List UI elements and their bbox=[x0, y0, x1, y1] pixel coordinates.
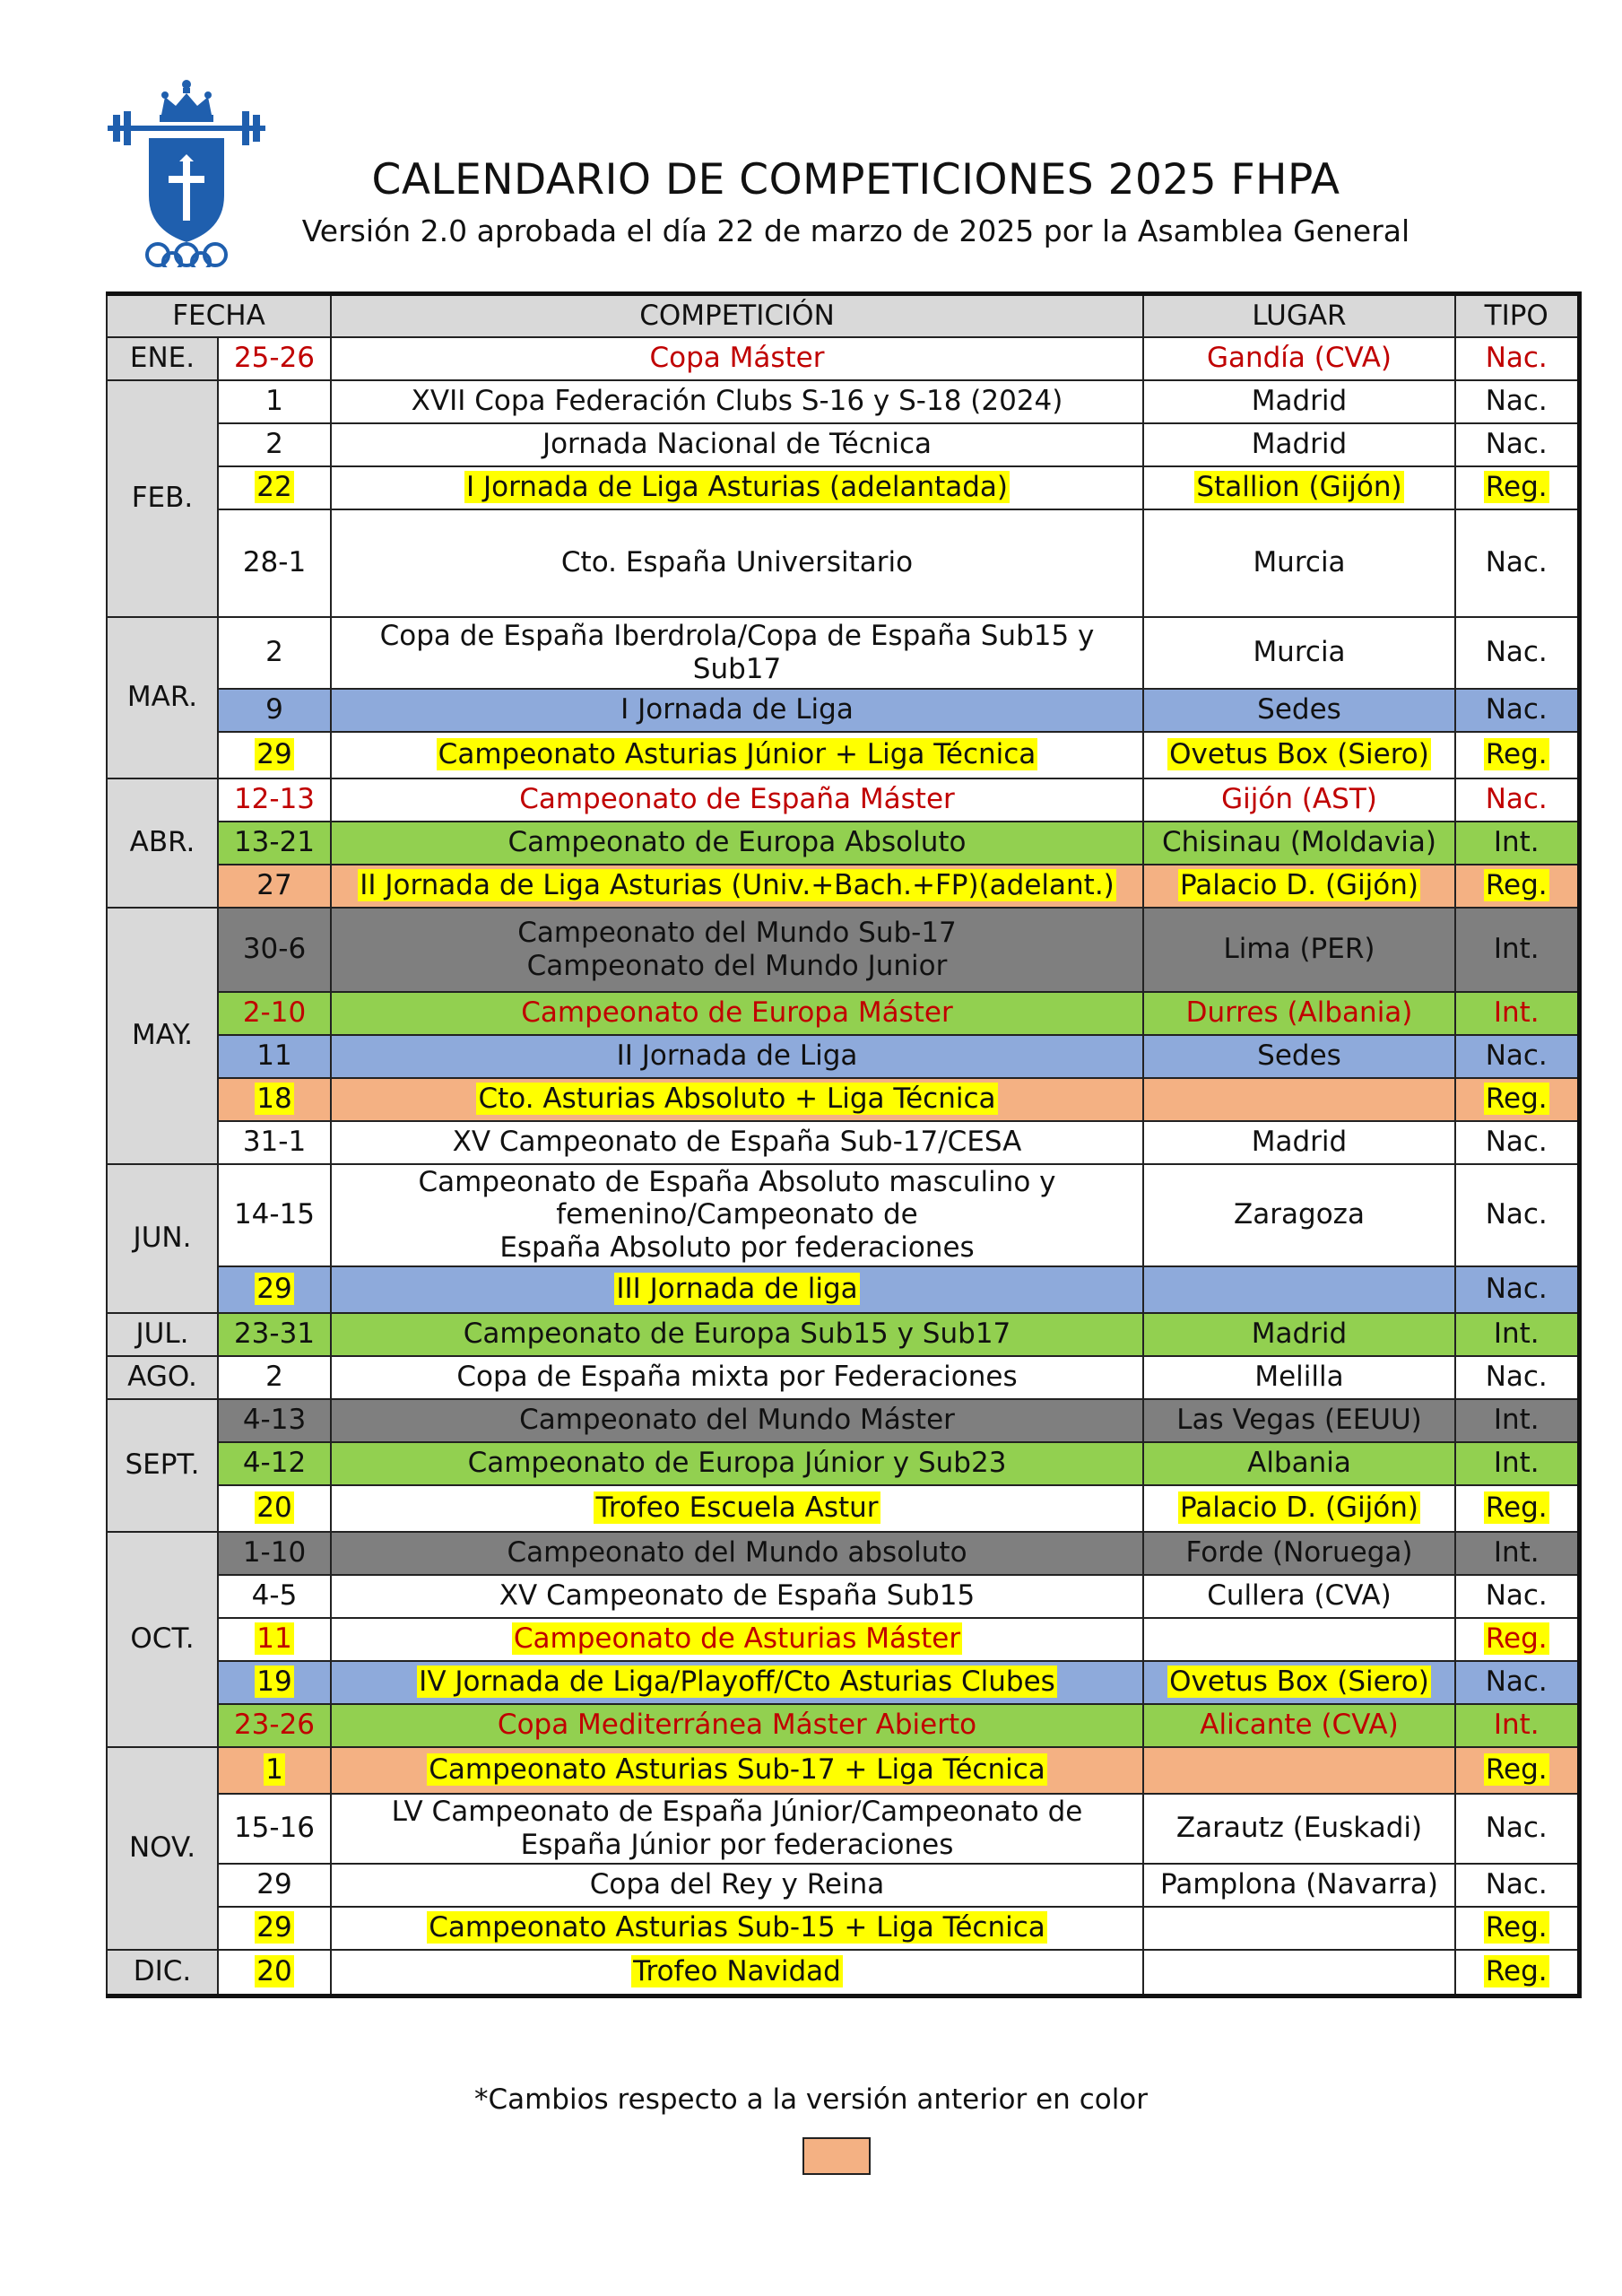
date-cell: 1 bbox=[218, 380, 331, 423]
type-cell: Int. bbox=[1455, 1399, 1579, 1442]
place-cell: Gijón (AST) bbox=[1143, 778, 1455, 822]
type-cell: Nac. bbox=[1455, 380, 1579, 423]
competition-cell: Copa Mediterránea Máster Abierto bbox=[331, 1704, 1143, 1747]
place-cell: Pamplona (Navarra) bbox=[1143, 1864, 1455, 1907]
place-cell: Lima (PER) bbox=[1143, 908, 1455, 992]
table-row bbox=[107, 778, 1579, 822]
competition-cell: Copa de España Iberdrola/Copa de España Sub15 y Sub17 bbox=[331, 617, 1143, 689]
competition-cell: Jornada Nacional de Técnica bbox=[331, 423, 1143, 466]
table-row bbox=[107, 1661, 1579, 1704]
page-title: CALENDARIO DE COMPETICIONES 2025 FHPA bbox=[371, 155, 1340, 204]
date-cell: 29 bbox=[218, 732, 331, 778]
place-cell: Murcia bbox=[1143, 617, 1455, 689]
table-row bbox=[107, 1864, 1579, 1907]
type-cell: Nac. bbox=[1455, 1164, 1579, 1266]
month-label: NOV. bbox=[107, 1747, 218, 1950]
month-label: ABR. bbox=[107, 778, 218, 908]
footnote: *Cambios respecto a la versión anterior en color bbox=[473, 2083, 1149, 2116]
type-cell: Nac. bbox=[1455, 617, 1579, 689]
place-cell: Ovetus Box (Siero) bbox=[1143, 732, 1455, 778]
month-label: ENE. bbox=[107, 337, 218, 380]
table-row bbox=[107, 1442, 1579, 1485]
date-cell: 4-5 bbox=[218, 1575, 331, 1618]
date-cell: 11 bbox=[218, 1035, 331, 1078]
type-cell: Nac. bbox=[1455, 1794, 1579, 1864]
place-cell: Madrid bbox=[1143, 380, 1455, 423]
date-cell: 2-10 bbox=[218, 992, 331, 1035]
type-cell: Int. bbox=[1455, 1704, 1579, 1747]
competition-cell: Copa Máster bbox=[331, 337, 1143, 380]
competition-cell: LV Campeonato de España Júnior/Campeonato de España Júnior por federaciones bbox=[331, 1794, 1143, 1864]
date-cell: 27 bbox=[218, 865, 331, 908]
competition-cell: Copa del Rey y Reina bbox=[331, 1864, 1143, 1907]
date-cell: 20 bbox=[218, 1485, 331, 1532]
type-cell: Reg. bbox=[1455, 732, 1579, 778]
table-row bbox=[107, 1313, 1579, 1356]
type-cell: Reg. bbox=[1455, 1078, 1579, 1121]
competition-cell: II Jornada de Liga bbox=[331, 1035, 1143, 1078]
place-cell bbox=[1143, 1907, 1455, 1950]
date-cell: 15-16 bbox=[218, 1794, 331, 1864]
table-row bbox=[107, 822, 1579, 865]
date-cell: 2 bbox=[218, 617, 331, 689]
place-cell: Ovetus Box (Siero) bbox=[1143, 1661, 1455, 1704]
month-label: JUL. bbox=[107, 1313, 218, 1356]
place-cell bbox=[1143, 1950, 1455, 1996]
table-row bbox=[107, 1399, 1579, 1442]
date-cell: 1 bbox=[218, 1747, 331, 1794]
competition-cell: XV Campeonato de España Sub15 bbox=[331, 1575, 1143, 1618]
date-cell: 23-26 bbox=[218, 1704, 331, 1747]
header-fecha: FECHA bbox=[107, 294, 331, 337]
date-cell: 31-1 bbox=[218, 1121, 331, 1164]
competition-cell: Trofeo Escuela Astur bbox=[331, 1485, 1143, 1532]
month-label: AGO. bbox=[107, 1356, 218, 1399]
competition-cell: I Jornada de Liga Asturias (adelantada) bbox=[331, 466, 1143, 509]
month-label: FEB. bbox=[107, 380, 218, 617]
type-cell: Nac. bbox=[1455, 1661, 1579, 1704]
table-row bbox=[107, 992, 1579, 1035]
competition-cell: IV Jornada de Liga/Playoff/Cto Asturias Clubes bbox=[331, 1661, 1143, 1704]
month-label: OCT. bbox=[107, 1532, 218, 1747]
date-cell: 20 bbox=[218, 1950, 331, 1996]
type-cell: Reg. bbox=[1455, 1747, 1579, 1794]
type-cell: Nac. bbox=[1455, 1864, 1579, 1907]
date-cell: 1-10 bbox=[218, 1532, 331, 1575]
table-row bbox=[107, 908, 1579, 992]
competition-cell: Campeonato de España Máster bbox=[331, 778, 1143, 822]
place-cell: Stallion (Gijón) bbox=[1143, 466, 1455, 509]
type-cell: Nac. bbox=[1455, 1356, 1579, 1399]
date-cell: 18 bbox=[218, 1078, 331, 1121]
table-row bbox=[107, 732, 1579, 778]
header-tipo: TIPO bbox=[1455, 294, 1579, 337]
place-cell: Forde (Noruega) bbox=[1143, 1532, 1455, 1575]
competition-cell: Cto. Asturias Absoluto + Liga Técnica bbox=[331, 1078, 1143, 1121]
place-cell bbox=[1143, 1618, 1455, 1661]
competition-cell: Campeonato de Europa Sub15 y Sub17 bbox=[331, 1313, 1143, 1356]
competition-cell: II Jornada de Liga Asturias (Univ.+Bach.+FP)(adelant.) bbox=[331, 865, 1143, 908]
place-cell: Palacio D. (Gijón) bbox=[1143, 865, 1455, 908]
competition-cell: Campeonato Asturias Sub-15 + Liga Técnica bbox=[331, 1907, 1143, 1950]
type-cell: Reg. bbox=[1455, 1950, 1579, 1996]
date-cell: 11 bbox=[218, 1618, 331, 1661]
competition-cell: Campeonato del Mundo Sub-17 Campeonato del Mundo Junior bbox=[331, 908, 1143, 992]
place-cell: Durres (Albania) bbox=[1143, 992, 1455, 1035]
table-row bbox=[107, 1164, 1579, 1266]
month-label: JUN. bbox=[107, 1164, 218, 1313]
place-cell bbox=[1143, 1078, 1455, 1121]
place-cell: Sedes bbox=[1143, 689, 1455, 732]
date-cell: 29 bbox=[218, 1266, 331, 1313]
competition-cell: Campeonato de Asturias Máster bbox=[331, 1618, 1143, 1661]
date-cell: 4-12 bbox=[218, 1442, 331, 1485]
date-cell: 14-15 bbox=[218, 1164, 331, 1266]
date-cell: 29 bbox=[218, 1864, 331, 1907]
place-cell: Cullera (CVA) bbox=[1143, 1575, 1455, 1618]
type-cell: Nac. bbox=[1455, 1575, 1579, 1618]
table-row bbox=[107, 1618, 1579, 1661]
table-row bbox=[107, 617, 1579, 689]
type-cell: Int. bbox=[1455, 1532, 1579, 1575]
table-row bbox=[107, 689, 1579, 732]
competition-cell: Campeonato Asturias Sub-17 + Liga Técnica bbox=[331, 1747, 1143, 1794]
type-cell: Nac. bbox=[1455, 689, 1579, 732]
table-row bbox=[107, 1794, 1579, 1864]
type-cell: Nac. bbox=[1455, 337, 1579, 380]
table-row bbox=[107, 1747, 1579, 1794]
color-legend-swatch bbox=[802, 2137, 871, 2175]
place-cell: Zaragoza bbox=[1143, 1164, 1455, 1266]
date-cell: 28-1 bbox=[218, 509, 331, 617]
place-cell: Albania bbox=[1143, 1442, 1455, 1485]
competition-cell: III Jornada de liga bbox=[331, 1266, 1143, 1313]
place-cell: Zarautz (Euskadi) bbox=[1143, 1794, 1455, 1864]
table-row bbox=[107, 1950, 1579, 1996]
table-row bbox=[107, 1356, 1579, 1399]
month-label: MAR. bbox=[107, 617, 218, 778]
competition-cell: Campeonato de España Absoluto masculino y femenino/Campeonato de España Absoluto por federaciones bbox=[331, 1164, 1143, 1266]
header-competicion: COMPETICIÓN bbox=[331, 294, 1143, 337]
place-cell: Sedes bbox=[1143, 1035, 1455, 1078]
type-cell: Reg. bbox=[1455, 1485, 1579, 1532]
competition-cell: Campeonato Asturias Júnior + Liga Técnica bbox=[331, 732, 1143, 778]
place-cell: Chisinau (Moldavia) bbox=[1143, 822, 1455, 865]
table-row bbox=[107, 1121, 1579, 1164]
table-row bbox=[107, 1532, 1579, 1575]
table-row bbox=[107, 337, 1579, 380]
type-cell: Int. bbox=[1455, 822, 1579, 865]
date-cell: 25-26 bbox=[218, 337, 331, 380]
place-cell: Gandía (CVA) bbox=[1143, 337, 1455, 380]
competition-cell: I Jornada de Liga bbox=[331, 689, 1143, 732]
type-cell: Reg. bbox=[1455, 865, 1579, 908]
calendar-table bbox=[106, 291, 1582, 1998]
competition-cell: Campeonato de Europa Júnior y Sub23 bbox=[331, 1442, 1143, 1485]
type-cell: Nac. bbox=[1455, 423, 1579, 466]
table-row bbox=[107, 1704, 1579, 1747]
competition-cell: XVII Copa Federación Clubs S-16 y S-18 (2024) bbox=[331, 380, 1143, 423]
place-cell: Palacio D. (Gijón) bbox=[1143, 1485, 1455, 1532]
table-row bbox=[107, 1485, 1579, 1532]
competition-cell: XV Campeonato de España Sub-17/CESA bbox=[331, 1121, 1143, 1164]
date-cell: 9 bbox=[218, 689, 331, 732]
type-cell: Int. bbox=[1455, 1442, 1579, 1485]
place-cell: Las Vegas (EEUU) bbox=[1143, 1399, 1455, 1442]
place-cell bbox=[1143, 1747, 1455, 1794]
type-cell: Reg. bbox=[1455, 1618, 1579, 1661]
competition-cell: Cto. España Universitario bbox=[331, 509, 1143, 617]
table-row bbox=[107, 1266, 1579, 1313]
month-label: SEPT. bbox=[107, 1399, 218, 1532]
date-cell: 12-13 bbox=[218, 778, 331, 822]
date-cell: 13-21 bbox=[218, 822, 331, 865]
competition-cell: Copa de España mixta por Federaciones bbox=[331, 1356, 1143, 1399]
table-row bbox=[107, 865, 1579, 908]
header-lugar: LUGAR bbox=[1143, 294, 1455, 337]
type-cell: Int. bbox=[1455, 1313, 1579, 1356]
place-cell: Murcia bbox=[1143, 509, 1455, 617]
date-cell: 29 bbox=[218, 1907, 331, 1950]
competition-cell: Campeonato del Mundo Máster bbox=[331, 1399, 1143, 1442]
month-label: DIC. bbox=[107, 1950, 218, 1996]
month-label: MAY. bbox=[107, 908, 218, 1164]
table-row bbox=[107, 380, 1579, 423]
date-cell: 19 bbox=[218, 1661, 331, 1704]
place-cell bbox=[1143, 1266, 1455, 1313]
competition-cell: Trofeo Navidad bbox=[331, 1950, 1143, 1996]
place-cell: Alicante (CVA) bbox=[1143, 1704, 1455, 1747]
type-cell: Int. bbox=[1455, 992, 1579, 1035]
table-row bbox=[107, 1907, 1579, 1950]
type-cell: Reg. bbox=[1455, 466, 1579, 509]
competition-cell: Campeonato de Europa Absoluto bbox=[331, 822, 1143, 865]
place-cell: Madrid bbox=[1143, 1313, 1455, 1356]
place-cell: Madrid bbox=[1143, 423, 1455, 466]
table-row bbox=[107, 1035, 1579, 1078]
type-cell: Nac. bbox=[1455, 509, 1579, 617]
type-cell: Int. bbox=[1455, 908, 1579, 992]
table-row bbox=[107, 509, 1579, 617]
type-cell: Nac. bbox=[1455, 1266, 1579, 1313]
place-cell: Madrid bbox=[1143, 1121, 1455, 1164]
type-cell: Nac. bbox=[1455, 1121, 1579, 1164]
place-cell: Melilla bbox=[1143, 1356, 1455, 1399]
competition-cell: Campeonato del Mundo absoluto bbox=[331, 1532, 1143, 1575]
date-cell: 2 bbox=[218, 423, 331, 466]
date-cell: 4-13 bbox=[218, 1399, 331, 1442]
table-row bbox=[107, 1078, 1579, 1121]
page-subtitle: Versión 2.0 aprobada el día 22 de marzo de 2025 por la Asamblea General bbox=[301, 213, 1410, 248]
date-cell: 22 bbox=[218, 466, 331, 509]
date-cell: 23-31 bbox=[218, 1313, 331, 1356]
type-cell: Reg. bbox=[1455, 1907, 1579, 1950]
table-row bbox=[107, 466, 1579, 509]
type-cell: Nac. bbox=[1455, 778, 1579, 822]
table-row bbox=[107, 1575, 1579, 1618]
table-row bbox=[107, 423, 1579, 466]
type-cell: Nac. bbox=[1455, 1035, 1579, 1078]
date-cell: 2 bbox=[218, 1356, 331, 1399]
table-header-row bbox=[107, 294, 1579, 337]
competition-cell: Campeonato de Europa Máster bbox=[331, 992, 1143, 1035]
date-cell: 30-6 bbox=[218, 908, 331, 992]
